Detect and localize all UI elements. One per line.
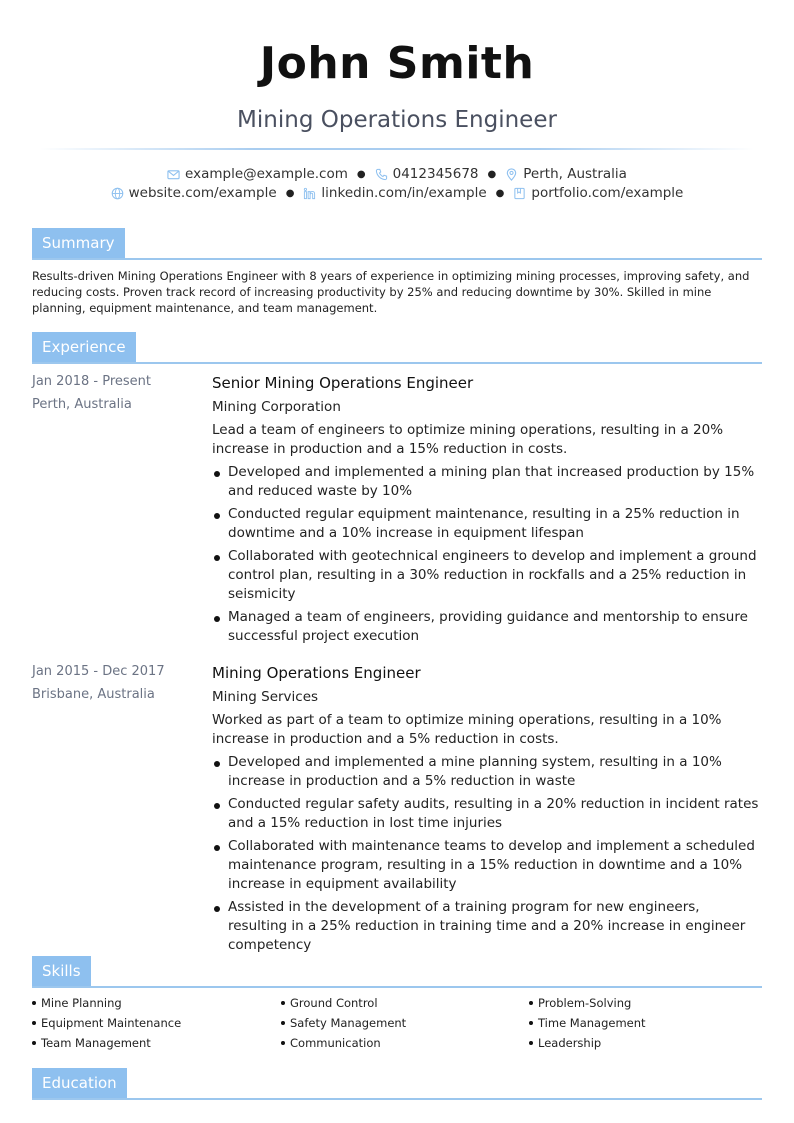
education-section-header bbox=[32, 1068, 762, 1100]
experience-company: Mining Services bbox=[212, 689, 319, 705]
experience-company: Mining Corporation bbox=[212, 399, 341, 415]
skill-text: Mine Planning bbox=[41, 996, 122, 1010]
bullet-dot bbox=[529, 1001, 533, 1005]
separator-dot: ● bbox=[495, 187, 505, 199]
skill-text: Problem-Solving bbox=[538, 996, 632, 1010]
skills-section-header bbox=[32, 956, 762, 988]
bullet-dot bbox=[32, 1041, 36, 1045]
skill-text: Team Management bbox=[41, 1036, 151, 1050]
contact-row-primary bbox=[0, 166, 794, 182]
skill-item bbox=[32, 1036, 151, 1050]
skill-item bbox=[32, 1016, 181, 1030]
skill-text: Safety Management bbox=[290, 1016, 407, 1030]
title-divider bbox=[40, 148, 754, 150]
bullet-dot bbox=[214, 761, 220, 767]
experience-role: Senior Mining Operations Engineer bbox=[212, 374, 474, 392]
bullet-text: Collaborated with geotechnical engineers to develop and implement a ground control plan, resulting in a 30% reduction in rockfalls and a 25% reduction in seismicity bbox=[228, 548, 757, 602]
linkedin-text: linkedin.com/in/example bbox=[321, 185, 487, 201]
linkedin-icon bbox=[303, 187, 316, 200]
contact-location bbox=[505, 166, 627, 182]
bullet-dot bbox=[32, 1001, 36, 1005]
bullet-dot bbox=[214, 513, 220, 519]
portfolio-text: portfolio.com/example bbox=[531, 185, 684, 201]
bullet-item bbox=[212, 753, 762, 791]
skill-item bbox=[281, 1036, 381, 1050]
bullet-text: Collaborated with maintenance teams to develop and implement a scheduled maintenance program, resulting in a 15% reduction in downtime and a 10% increase in equipment availability bbox=[228, 838, 755, 892]
phone-text: 0412345678 bbox=[392, 166, 479, 182]
skill-text: Time Management bbox=[538, 1016, 646, 1030]
bullet-item bbox=[212, 547, 762, 604]
skill-item bbox=[529, 996, 631, 1010]
bullet-text: Conducted regular equipment maintenance, resulting in a 25% reduction in downtime and a 10% increase in equipment lifespan bbox=[228, 506, 740, 541]
bullet-item bbox=[212, 837, 762, 894]
contact-email[interactable] bbox=[167, 166, 348, 182]
experience-location: Brisbane, Australia bbox=[32, 687, 155, 702]
experience-description: Lead a team of engineers to optimize mining operations, resulting in a 20% increase in production and a 15% reduction in costs. bbox=[212, 422, 724, 457]
contact-portfolio[interactable] bbox=[513, 185, 683, 201]
bullet-dot bbox=[214, 845, 220, 851]
separator-dot: ● bbox=[356, 168, 366, 180]
contact-phone[interactable] bbox=[375, 166, 479, 182]
bullet-dot bbox=[529, 1021, 533, 1025]
bullet-item bbox=[212, 463, 762, 501]
experience-heading: Experience bbox=[32, 332, 136, 362]
bullet-dot bbox=[214, 906, 220, 912]
bullet-dot bbox=[529, 1041, 533, 1045]
education-heading: Education bbox=[32, 1068, 127, 1098]
summary-heading: Summary bbox=[32, 228, 125, 258]
skill-text: Leadership bbox=[538, 1036, 602, 1050]
skill-text: Equipment Maintenance bbox=[41, 1016, 182, 1030]
experience-details bbox=[212, 374, 762, 650]
skills-heading: Skills bbox=[32, 956, 91, 986]
location-text: Perth, Australia bbox=[523, 166, 627, 182]
separator-dot: ● bbox=[285, 187, 295, 199]
skill-item bbox=[32, 996, 122, 1010]
bullet-dot bbox=[214, 555, 220, 561]
candidate-name: John Smith bbox=[259, 38, 535, 89]
experience-meta bbox=[32, 664, 202, 710]
bullet-text: Developed and implemented a mining plan that increased production by 15% and reduced waste by 10% bbox=[228, 464, 755, 499]
envelope-icon bbox=[167, 168, 180, 181]
globe-icon bbox=[111, 187, 124, 200]
skill-item bbox=[281, 1016, 406, 1030]
email-text: example@example.com bbox=[185, 166, 348, 182]
experience-section-header bbox=[32, 332, 762, 364]
skill-item bbox=[529, 1036, 601, 1050]
bookmark-icon bbox=[513, 187, 526, 200]
bullet-dot bbox=[281, 1001, 285, 1005]
job-title: Mining Operations Engineer bbox=[237, 107, 557, 133]
bullet-dot bbox=[281, 1041, 285, 1045]
experience-role: Mining Operations Engineer bbox=[212, 664, 421, 682]
separator-dot: ● bbox=[487, 168, 497, 180]
experience-dates: Jan 2018 - Present bbox=[32, 374, 151, 389]
experience-location: Perth, Australia bbox=[32, 397, 132, 412]
bullet-item bbox=[212, 898, 762, 955]
experience-description: Worked as part of a team to optimize mining operations, resulting in a 10% increase in production and a 5% reduction in costs. bbox=[212, 712, 722, 747]
skill-text: Communication bbox=[290, 1036, 381, 1050]
experience-bullets bbox=[212, 463, 762, 646]
bullet-dot bbox=[32, 1021, 36, 1025]
experience-meta bbox=[32, 374, 202, 420]
experience-dates: Jan 2015 - Dec 2017 bbox=[32, 664, 165, 679]
contact-linkedin[interactable] bbox=[303, 185, 486, 201]
phone-icon bbox=[375, 168, 388, 181]
bullet-text: Developed and implemented a mine planning system, resulting in a 10% increase in production and a 5% reduction in waste bbox=[228, 754, 722, 789]
bullet-item bbox=[212, 795, 762, 833]
skill-item bbox=[281, 996, 378, 1010]
contact-website[interactable] bbox=[111, 185, 277, 201]
summary-text: Results-driven Mining Operations Engineer with 8 years of experience in optimizing mining processes, improving safety, and reducing costs. Proven track record of increasing productivity by 25% and reducing downtime by 30%. Skilled in mine planning, equipment maintenance, and team management. bbox=[32, 269, 750, 315]
summary-section-header bbox=[32, 228, 762, 260]
bullet-dot bbox=[214, 616, 220, 622]
contact-row-secondary bbox=[0, 185, 794, 201]
bullet-text: Assisted in the development of a training program for new engineers, resulting in a 25% reduction in training time and a 20% increase in engineer competency bbox=[228, 899, 746, 953]
bullet-item bbox=[212, 608, 762, 646]
skill-text: Ground Control bbox=[290, 996, 378, 1010]
experience-details bbox=[212, 664, 762, 959]
map-pin-icon bbox=[505, 168, 518, 181]
bullet-dot bbox=[214, 471, 220, 477]
bullet-dot bbox=[214, 803, 220, 809]
bullet-text: Conducted regular safety audits, resulting in a 20% reduction in incident rates and a 15% reduction in lost time injuries bbox=[228, 796, 759, 831]
skill-item bbox=[529, 1016, 646, 1030]
website-text: website.com/example bbox=[128, 185, 277, 201]
bullet-dot bbox=[281, 1021, 285, 1025]
experience-bullets bbox=[212, 753, 762, 955]
bullet-text: Managed a team of engineers, providing guidance and mentorship to ensure successful project execution bbox=[228, 609, 748, 644]
bullet-item bbox=[212, 505, 762, 543]
